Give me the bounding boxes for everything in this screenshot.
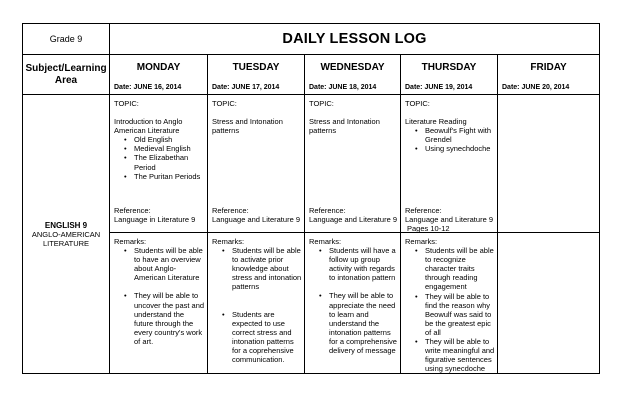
list-item: • Students will be able to have an overview about Anglo- American Literature	[134, 246, 205, 282]
day-date: Date: JUNE 20, 2014	[502, 84, 570, 91]
grade-cell	[23, 24, 110, 55]
list-item: • Using synechdoche	[425, 144, 495, 153]
topic-title: Stress and Intonation patterns	[309, 117, 380, 136]
remarks-list	[114, 246, 205, 346]
topic-title: Literature Reading	[405, 117, 467, 127]
page-title: DAILY LESSON LOG	[282, 31, 427, 47]
topic-label: TOPIC:	[309, 99, 334, 108]
friday-topic-cell	[498, 95, 600, 233]
remarks-list	[405, 246, 495, 373]
day-name: THURSDAY	[421, 62, 477, 73]
topic-label: TOPIC:	[405, 99, 430, 108]
subject-header-label: Subject/Learning Area	[25, 62, 107, 86]
remarks-label: Remarks:	[309, 237, 342, 246]
day-name: TUESDAY	[232, 62, 280, 73]
daily-lesson-log-table	[22, 23, 600, 374]
list-item: • The Elizabethan Period	[134, 153, 205, 171]
day-date: Date: JUNE 18, 2014	[309, 84, 377, 91]
day-date: Date: JUNE 17, 2014	[212, 84, 280, 91]
list-item: • Students will be able to activate prior knowledge about stress and intonation patterns	[232, 246, 302, 291]
remarks-label: Remarks:	[114, 237, 147, 246]
topic-list	[114, 135, 205, 180]
page-title-cell	[110, 24, 600, 55]
day-date: Date: JUNE 19, 2014	[405, 84, 473, 91]
day-header-tuesday	[208, 55, 305, 95]
reference-label: Reference:	[212, 205, 249, 215]
topic-label: TOPIC:	[212, 99, 237, 108]
remarks-list	[309, 246, 398, 355]
subject-area-cell	[23, 95, 110, 374]
subject-header-cell	[23, 55, 110, 95]
grade-label: Grade 9	[49, 34, 83, 44]
list-item: • They will be able to write meaningful and figurative sentences using synecdoche	[425, 337, 495, 373]
remarks-list	[212, 246, 302, 364]
day-header-thursday	[401, 55, 498, 95]
list-item: • Students are expected to use correct stress and intonation patterns for a coprehensive communication.	[232, 310, 302, 365]
list-item: • Students will be able to recognize character traits through reading engagement	[425, 246, 495, 291]
day-name: MONDAY	[136, 62, 181, 73]
list-item: • Beowulf's Fight with Grendel	[425, 126, 495, 144]
tuesday-remarks-cell	[208, 233, 305, 374]
reference-text: Language in Literature 9	[114, 214, 196, 224]
course-name: ENGLISH 9	[44, 220, 88, 230]
list-item: • Students will have a follow up group activity with regards to intonation pattern	[329, 246, 398, 282]
wednesday-topic-cell	[305, 95, 401, 233]
topic-title: Introduction to Anglo American Literature	[114, 117, 183, 136]
reference-label: Reference:	[309, 205, 346, 215]
thursday-remarks-cell	[401, 233, 498, 374]
reference-text: Language and Literature 9	[212, 214, 300, 224]
monday-topic-cell	[110, 95, 208, 233]
day-name: WEDNESDAY	[320, 62, 385, 73]
tuesday-topic-cell	[208, 95, 305, 233]
thursday-topic-cell	[401, 95, 498, 233]
topic-label: TOPIC:	[114, 99, 139, 108]
list-item: • They will be able to uncover the past and understand the future through the every country's work of art.	[134, 291, 205, 346]
day-header-monday	[110, 55, 208, 95]
reference-text: Language and Literature 9	[309, 214, 397, 224]
topic-list	[405, 126, 495, 153]
area-line-1: ANGLO-AMERICAN	[31, 229, 101, 239]
area-line-2: LITERATURE	[42, 238, 90, 248]
reference-pages: Pages 10-12	[407, 223, 450, 233]
reference-block	[212, 206, 302, 224]
reference-text: Language and Literature 9	[405, 214, 493, 224]
remarks-label: Remarks:	[212, 237, 245, 246]
list-item: • They will be able to find the reason why Beowulf was said to be the greatest epic of all	[425, 292, 495, 337]
remarks-label: Remarks:	[405, 237, 438, 246]
wednesday-remarks-cell	[305, 233, 401, 374]
reference-label: Reference:	[114, 205, 151, 215]
reference-block	[309, 206, 398, 224]
day-header-wednesday	[305, 55, 401, 95]
list-item: • The Puritan Periods	[134, 172, 205, 181]
day-header-friday	[498, 55, 600, 95]
list-item: • Medieval English	[134, 144, 205, 153]
friday-remarks-cell	[498, 233, 600, 374]
reference-block	[114, 206, 205, 224]
list-item: • They will be able to appreciate the need to learn and understand the intonation patterns for a comprehensive delivery of message	[329, 291, 398, 355]
monday-remarks-cell	[110, 233, 208, 374]
list-item: • Old English	[134, 135, 205, 144]
reference-label: Reference:	[405, 205, 442, 215]
day-name: FRIDAY	[530, 62, 567, 73]
topic-title: Stress and Intonation patterns	[212, 117, 283, 136]
day-date: Date: JUNE 16, 2014	[114, 84, 182, 91]
reference-block	[405, 206, 495, 233]
